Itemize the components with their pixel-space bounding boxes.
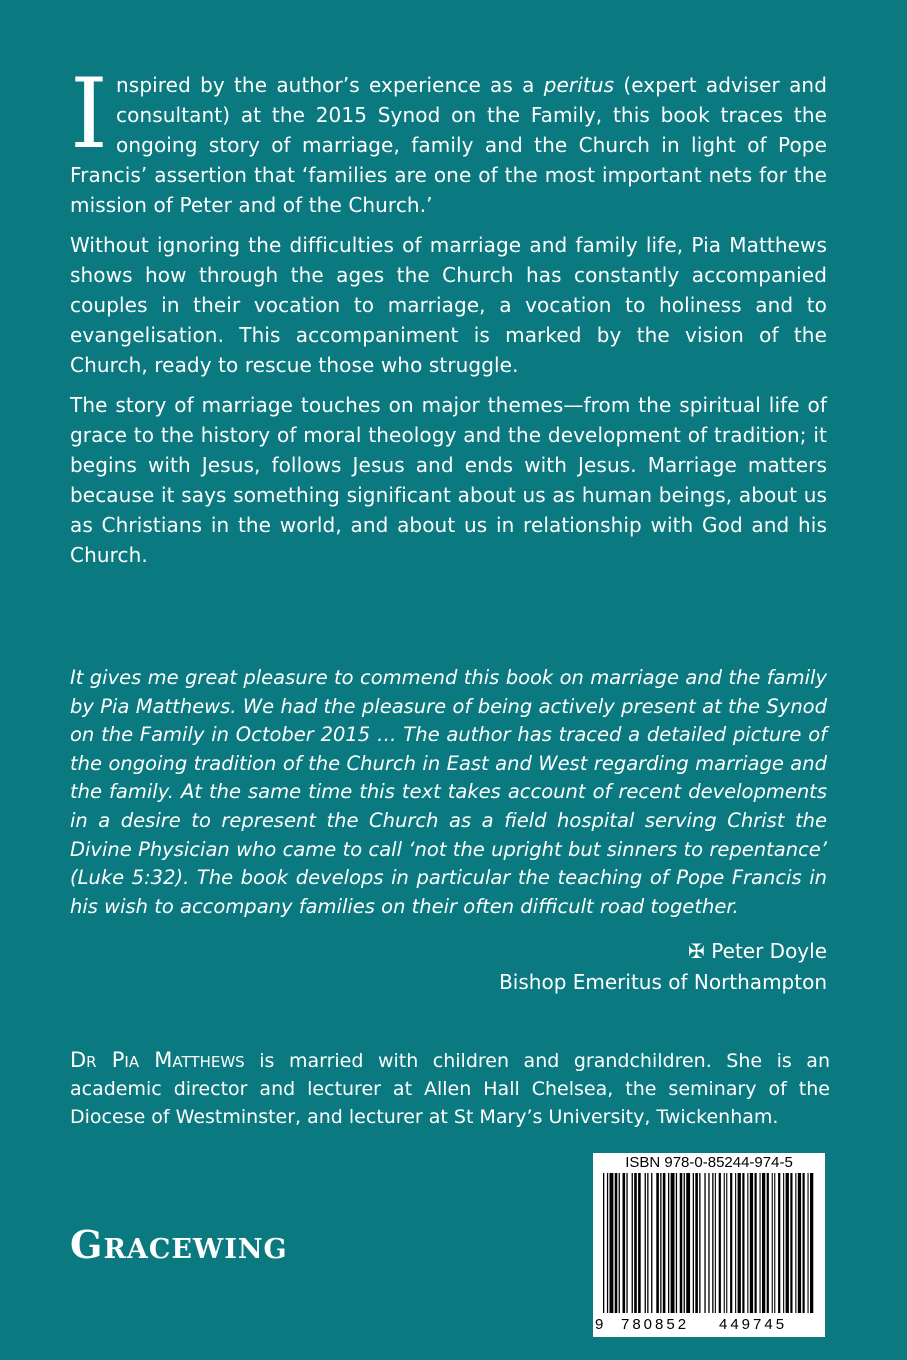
endorser-title: Bishop Emeritus of Northampton <box>499 970 827 994</box>
publisher-logo: Gracewing <box>70 1222 288 1267</box>
endorsement-quote: It gives me great pleasure to commend this book on marriage and the family by Pia Matthews. We had the pleasure of being actively present at the Synod on the Family in October 2015 … The author has traced a detailed picture of the ongoing tradition of the Church in East and West regarding marriage and the family. At the same time this text takes account of recent developments in a desire to represent the Church as a field hospital serving Christ the Divine Physician who came to call ‘not the upright but sinners to repentance’ (Luke 5:32). The book develops in particular the teaching of Pope Francis in his wish to accompany families on their often difficult road together. <box>70 666 827 918</box>
blurb-paragraph-3: The story of marriage touches on major themes—from the spiritual life of grace to the history of moral theology and the development of tradition; it begins with Jesus, follows Jesus and ends with Jesus. Marriage matters because it says something significant about us as human beings, about us as Christians in the world, and about us in relationship with God and his Church. <box>70 393 827 567</box>
barcode-bars <box>603 1173 815 1318</box>
blurb-paragraph-1: Inspired by the author’s experience as a peritus (expert adviser and consultant) at the 2015 Synod on the Family, this book traces the ongoing story of marriage, family and the Church in light of Pope Francis’ assertion that ‘families are one of the most important nets for the mission of Peter and of the Church.’ <box>70 58 828 217</box>
endorsement-attribution <box>499 936 827 998</box>
isbn-label: ISBN 978-0-85244-974-5 <box>625 1154 793 1171</box>
blurb-paragraph-2: Without ignoring the difficulties of marriage and family life, Pia Matthews shows how through the ages the Church has constantly accompanied couples in their vocation to marriage, a vocation to holiness and to evangelisation. This accompaniment is marked by the vision of the Church, ready to rescue those who struggle. <box>70 233 827 377</box>
drop-cap: I <box>70 58 109 170</box>
isbn-barcode: ISBN 978-0-85244-974-5 9 780852 449745 <box>593 1153 825 1337</box>
author-name: Dr Pia Matthews <box>70 1048 245 1072</box>
author-bio: Dr Pia Matthews is married with children and grandchildren. She is an academic director and lecturer at Allen Hall Chelsea, the seminary of the Diocese of Westminster, and lecturer at St Mary’s University, Twickenham. <box>70 1048 830 1128</box>
back-cover-blurb <box>70 58 828 580</box>
endorser-name: ✠ Peter Doyle <box>688 939 827 963</box>
